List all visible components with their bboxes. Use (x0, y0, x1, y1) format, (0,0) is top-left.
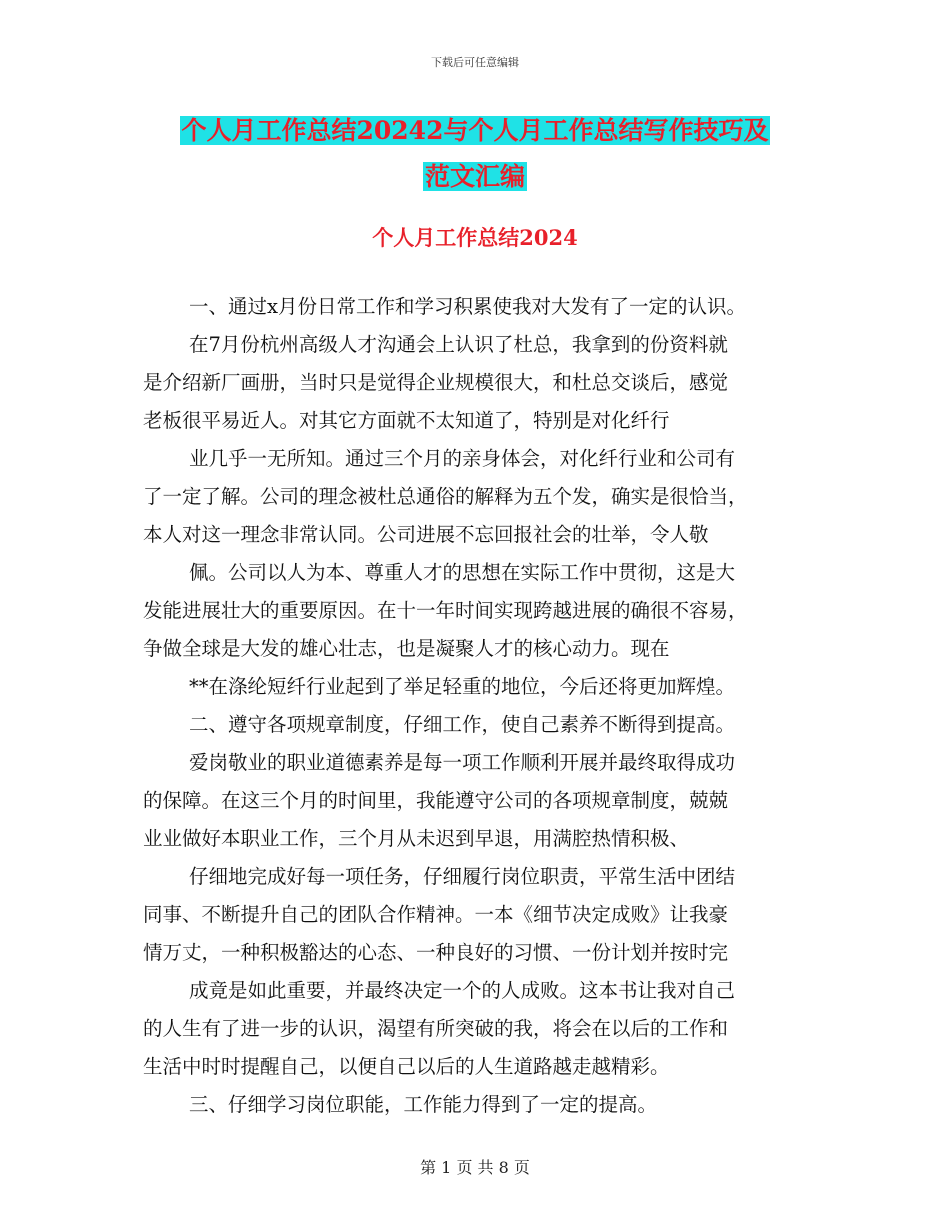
page-footer: 第 1 页 共 8 页 (420, 1158, 530, 1177)
body-line: 业几乎一无所知。通过三个月的亲身体会，对化纤行业和公司有 (189, 447, 736, 470)
body-line: 的人生有了进一步的认识，渴望有所突破的我，将会在以后的工作和 (143, 1017, 729, 1040)
title-highlight-2: 范文汇编 (424, 162, 525, 191)
header-note: 下载后可任意编辑 (431, 56, 519, 69)
body-line: 生活中时时提醒自己，以便自己以后的人生道路越走越精彩。 (143, 1055, 670, 1078)
document-title-line-2 (0, 154, 950, 200)
body-line: 老板很平易近人。对其它方面就不太知道了，特别是对化纤行 (143, 409, 670, 432)
body-line: 成竟是如此重要，并最终决定一个的人成败。这本书让我对自己 (189, 979, 736, 1002)
body-line: 了一定了解。公司的理念被杜总通俗的解释为五个发，确实是很恰当， (143, 485, 748, 508)
body-line: 情万丈，一种积极豁达的心态、一种良好的习惯、一份计划并按时完 (143, 941, 729, 964)
document-title-line-1 (0, 108, 950, 154)
body-line: 三、仔细学习岗位职能，工作能力得到了一定的提高。 (189, 1093, 658, 1116)
body-line: 发能进展壮大的重要原因。在十一年时间实现跨越进展的确很不容易， (143, 599, 748, 622)
body-line: 是介绍新厂画册，当时只是觉得企业规模很大，和杜总交谈后，感觉 (143, 371, 729, 394)
section-title: 个人月工作总结2024 (372, 225, 578, 250)
body-line: 一、通过x月份日常工作和学习积累使我对大发有了一定的认识。 (189, 295, 746, 318)
body-line: 仔细地完成好每一项任务，仔细履行岗位职责，平常生活中团结 (189, 865, 736, 888)
body-line: 同事、不断提升自己的团队合作精神。一本《细节决定成败》让我豪 (143, 903, 729, 926)
body-line: 争做全球是大发的雄心壮志，也是凝聚人才的核心动力。现在 (143, 637, 670, 660)
body-line: 的保障。在这三个月的时间里，我能遵守公司的各项规章制度，兢兢 (143, 789, 729, 812)
document-title (0, 108, 950, 200)
body-line: **在涤纶短纤行业起到了举足轻重的地位，今后还将更加辉煌。 (189, 675, 736, 698)
body-line: 在7月份杭州高级人才沟通会上认识了杜总，我拿到的份资料就 (189, 333, 728, 356)
title-highlight-1: 个人月工作总结20242与个人月工作总结写作技巧及 (181, 116, 769, 145)
body-line: 二、遵守各项规章制度，仔细工作，使自己素养不断得到提高。 (189, 713, 736, 736)
body-line: 佩。公司以人为本、尊重人才的思想在实际工作中贯彻，这是大 (189, 561, 736, 584)
body-line: 爱岗敬业的职业道德素养是每一项工作顺利开展并最终取得成功 (189, 751, 736, 774)
body-text (143, 288, 813, 1124)
body-line: 业业做好本职业工作，三个月从未迟到早退，用满腔热情积极、 (143, 827, 690, 850)
body-line: 本人对这一理念非常认同。公司进展不忘回报社会的壮举，令人敬 (143, 523, 709, 546)
